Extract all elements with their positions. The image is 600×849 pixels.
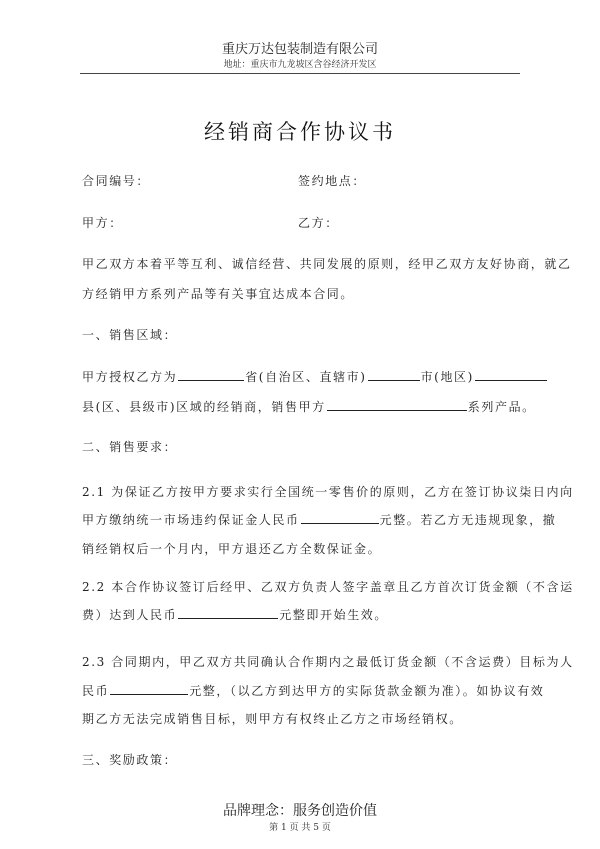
province-blank [178, 368, 244, 381]
region-text-d: 县(区、县级市)区域的经销商，销售甲方 [82, 400, 326, 414]
clause-2-1-line-2 [82, 511, 556, 528]
sign-place-label: 签约地点： [298, 174, 367, 188]
section-2-heading: 二、销售要求： [82, 440, 178, 454]
min-order-text-a: 民币 [82, 684, 110, 698]
min-order-amount-blank [110, 682, 188, 695]
company-address: 地址：重庆市九龙坡区含谷经济开发区 [223, 60, 377, 70]
deposit-amount-blank [301, 511, 379, 524]
clause-2-3-line-2 [82, 682, 544, 699]
clause-2-2-line-1: 2.2 本合作协议签订后经甲、乙双方负责人签字盖章且乙方首次订货金额（不含运 [82, 580, 574, 594]
region-text-e: 系列产品。 [467, 400, 536, 414]
region-text-c: 市(地区) [420, 370, 474, 384]
document-title: 经销商合作协议书 [204, 120, 396, 144]
first-order-text-b: 元整即开始生效。 [279, 608, 389, 622]
deposit-text-b: 元整。若乙方无违规现象，撤 [379, 513, 557, 527]
clause-2-1-line-3: 销经销权后一个月内，甲方退还乙方全数保证金。 [82, 542, 382, 556]
district-blank [475, 368, 547, 381]
first-order-text-a: 费）达到人民币 [82, 608, 178, 622]
min-order-text-b: 元整，（以乙方到达甲方的实际货款金额为准）。如协议有效 [189, 684, 545, 698]
section-1-line-1 [82, 368, 548, 385]
region-text-b: 省(自治区、直辖市) [245, 370, 367, 384]
city-blank [368, 368, 420, 381]
section-1-line-2 [82, 398, 536, 415]
footer-slogan: 品牌理念：服务创造价值 [223, 803, 377, 819]
page-number: 第 1 页 共 5 页 [269, 823, 331, 833]
product-series-blank [327, 398, 467, 411]
contract-number-label: 合同编号： [82, 174, 151, 188]
clause-2-3-line-1: 2.3 合同期内，甲乙双方共同确认合作期内之最低订货金额（不含运费）目标为人 [82, 655, 574, 669]
intro-line-2: 方经销甲方系列产品等有关事宜达成本合同。 [82, 287, 355, 301]
region-text-a: 甲方授权乙方为 [82, 370, 178, 384]
clause-2-3-line-3: 期乙方无法完成销售目标，则甲方有权终止乙方之市场经销权。 [82, 712, 463, 726]
intro-line-1: 甲乙双方本着平等互利、诚信经营、共同发展的原则，经甲乙双方友好协商，就乙 [82, 257, 572, 271]
company-name: 重庆万达包装制造有限公司 [221, 42, 378, 57]
section-3-heading: 三、奖励政策： [82, 753, 178, 767]
party-a-label: 甲方： [82, 216, 123, 230]
party-b-label: 乙方： [298, 216, 339, 230]
section-1-heading: 一、销售区域： [82, 328, 178, 342]
header-divider [80, 73, 520, 74]
clause-2-1-line-1: 2.1 为保证乙方按甲方要求实行全国统一零售价的原则，乙方在签订协议柒日内向 [82, 485, 574, 499]
deposit-text-a: 甲方缴纳统一市场违约保证金人民币 [82, 513, 300, 527]
clause-2-2-line-2 [82, 606, 388, 623]
first-order-amount-blank [178, 606, 278, 619]
